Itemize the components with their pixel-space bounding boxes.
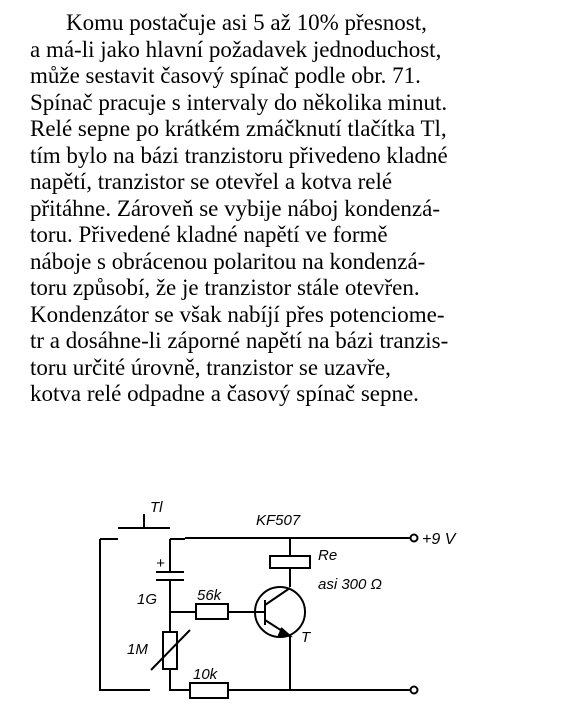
ground-terminal — [411, 687, 418, 694]
text-line: kotva relé odpadne a časový spínač sepne. — [30, 381, 419, 406]
text-line: náboje s obrácenou polaritou na kondenzá- — [30, 248, 426, 274]
text-line: toru. Přivedené kladné napětí ve formě — [30, 222, 388, 247]
text-line: tím bylo na bázi tranzistoru přivedeno kladné — [30, 142, 448, 168]
pot-wiper-arrow — [151, 630, 190, 670]
resistor-10k — [190, 683, 228, 698]
label-capacitor: 1G — [137, 591, 158, 608]
text-line: Relé sepne po krátkém zmáčknutí tlačítka Tl, — [30, 116, 447, 141]
push-button-contact — [100, 514, 185, 539]
label-potentiometer: 1M — [127, 641, 148, 658]
transistor-emitter — [265, 620, 290, 690]
label-transistor-type: KF507 — [256, 512, 301, 529]
relay-coil — [270, 556, 310, 568]
supply-terminal — [411, 535, 418, 542]
label-relay-resistance: asi 300 Ω — [318, 576, 382, 593]
text-line: a má-li jako hlavní požadavek jednoduchost, — [30, 36, 442, 62]
capacitor-plates — [156, 572, 184, 580]
label-relay: Re — [318, 547, 338, 564]
text-line: napětí, tranzistor se otevřel a kotva relé — [30, 169, 393, 194]
text-line: Spínač pracuje s intervaly do několika minut. — [30, 89, 448, 115]
left-wire — [100, 539, 150, 690]
text-line: přitáhne. Zároveň se vybije náboj kondenzá- — [30, 195, 441, 221]
label-resistor-10k: 10k — [193, 666, 218, 683]
label-resistor-56k: 56k — [197, 587, 222, 604]
pot-wire-bottom — [170, 669, 190, 690]
text-line: tr a dosáhne-li záporné napětí na bázi tranzis- — [30, 328, 449, 353]
text-line: Komu postačuje asi 5 až 10% přesnost, — [66, 10, 427, 35]
label-capacitor-polarity: + — [156, 555, 165, 572]
label-button: Tl — [150, 499, 163, 516]
resistor-56k — [196, 604, 228, 619]
text-line: Kondenzátor se však nabíjí přes potenciome- — [30, 301, 445, 327]
label-transistor: T — [301, 629, 311, 646]
text-line: toru určité úrovně, tranzistor se uzavře, — [30, 354, 391, 380]
label-supply: +9 V — [422, 531, 456, 548]
text-line: může sestavit časový spínač podle obr. 71. — [30, 63, 421, 88]
text-line: toru způsobí, že je tranzistor stále otevřen. — [30, 275, 420, 300]
